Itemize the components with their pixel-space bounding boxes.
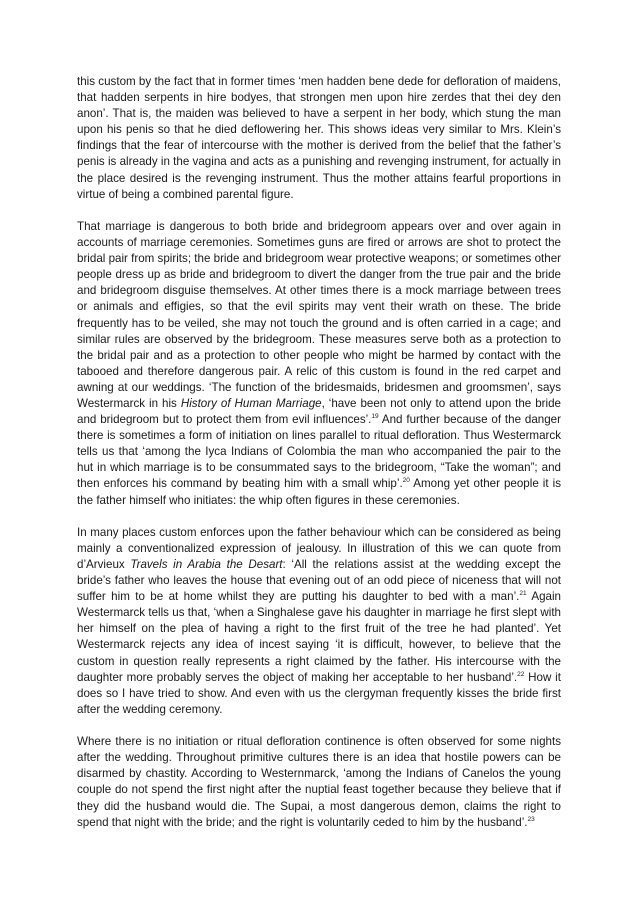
footnote-marker: 22 (517, 670, 525, 678)
footnote-marker: 20 (402, 477, 410, 485)
book-title: Travels in Arabia the Desart (130, 558, 283, 571)
footnote-marker: 21 (519, 590, 527, 598)
text-run: Again Westermarck tells us that, ‘when a Singhalese gave his daughter in marriage he first slept with her himself on the plea of having a right to the first fruit of the tree he had planted’. Yet Westermarck rejects any idea of incest saying ‘it is difficult, however, to believe that the custom in question really represents a right claimed by the father. His intercourse with the daughter more probably serves the object of making her acceptable to her husband’. (77, 590, 562, 684)
text-run: How it does so I have tried to show. And even with us the clergyman frequently kisses the bride first after the wedding ceremony. (77, 670, 561, 716)
paragraph-1 (77, 74, 561, 203)
text-run: In many places custom enforces upon the father behaviour which can be considered as being mainly a conventionalized expression of jealousy. In illustration of this we can quote from d’Arvieux (77, 525, 561, 571)
text-run: , ‘have been not only to attend upon the bride and bridegroom but to protect them from evil influences’. (77, 396, 562, 427)
paragraph-2 (77, 219, 561, 509)
document-page (77, 74, 561, 831)
text-run: And further because of the danger there is sometimes a form of initiation on lines parallel to ritual defloration. Thus Westermarck tells us that ‘among the Iyca Indians of Colombia the man who accompanied the pair to the hut in which marriage is to be consummated says to the bridegroom, “Take the woman”; and then enforces his command by beating him with a small whip’. (77, 413, 561, 491)
book-title: History of Human Marriage (180, 396, 322, 410)
text-run: That marriage is dangerous to both bride and bridegroom appears over and over again in accounts of marriage ceremonies. Sometimes guns are fired or arrows are shot to protect the bridal pair from spirits; the bride and bridegroom wear protective weapons; or sometimes other people dress up as bride and bridegroom to divert the danger from the true pair and the bride and bridegroom disguise themselves. At other times there is a mock marriage between trees or animals and effigies, so that the evil spirits may vent their wrath on these. The bride frequently has to be veiled, she may not touch the ground and is often carried in a cage; and similar rules are observed by the bridegroom. These measures serve both as a protection to the bridal pair and as a protection to other people who might be harmed by contact with the tabooed and therefore dangerous pair. A relic of this custom is found in the red carpet and awning at our weddings. ‘The function of the bridesmaids, bridesmen and groomsmen’, says Westermarck in his (77, 219, 561, 410)
footnote-marker: 23 (527, 815, 535, 823)
paragraph-4 (77, 734, 561, 831)
text-run: Where there is no initiation or ritual defloration continence is often observed for some nights after the wedding. Throughout primitive cultures there is an idea that hostile powers can be disarmed by chastity. According to Westernmarck, ‘among the Indians of Canelos the young couple do not spend the first night after the nuptial feast together because they believe that if they did the husband would die. The Supai, a most dangerous demon, claims the right to spend that night with the bride; and the right is voluntarily ceded to him by the husband’. (77, 735, 561, 829)
text-run: Among yet other people it is the father himself who initiates: the whip often figures in these ceremonies. (77, 477, 561, 507)
text-run: this custom by the fact that in former times ‘men hadden bene dede for defloration of maidens, that hadden serpents in hire bodyes, that strongen men upon hire zerdes that thei dey den anon’. That is, the maiden was believed to have a serpent in her body, which stung the man upon his penis so that he died deflowering her. This shows ideas very similar to Mrs. Klein’s findings that the fear of intercourse with the mother is derived from the belief that the father’s penis is already in the vagina and acts as a punishing and revenging instrument, for actually in the place desired is the revenging instrument. Thus the mother attains fearful proportions in virtue of being a combined parental figure. (77, 75, 561, 201)
paragraph-3 (77, 525, 561, 718)
text-run: : ‘All the relations assist at the wedding except the bride’s father who leaves the house that evening out of an odd piece of niceness that will not suffer him to be at home whilst they are putting his daughter to bed with a man’. (77, 558, 562, 604)
footnote-marker: 19 (371, 413, 379, 421)
